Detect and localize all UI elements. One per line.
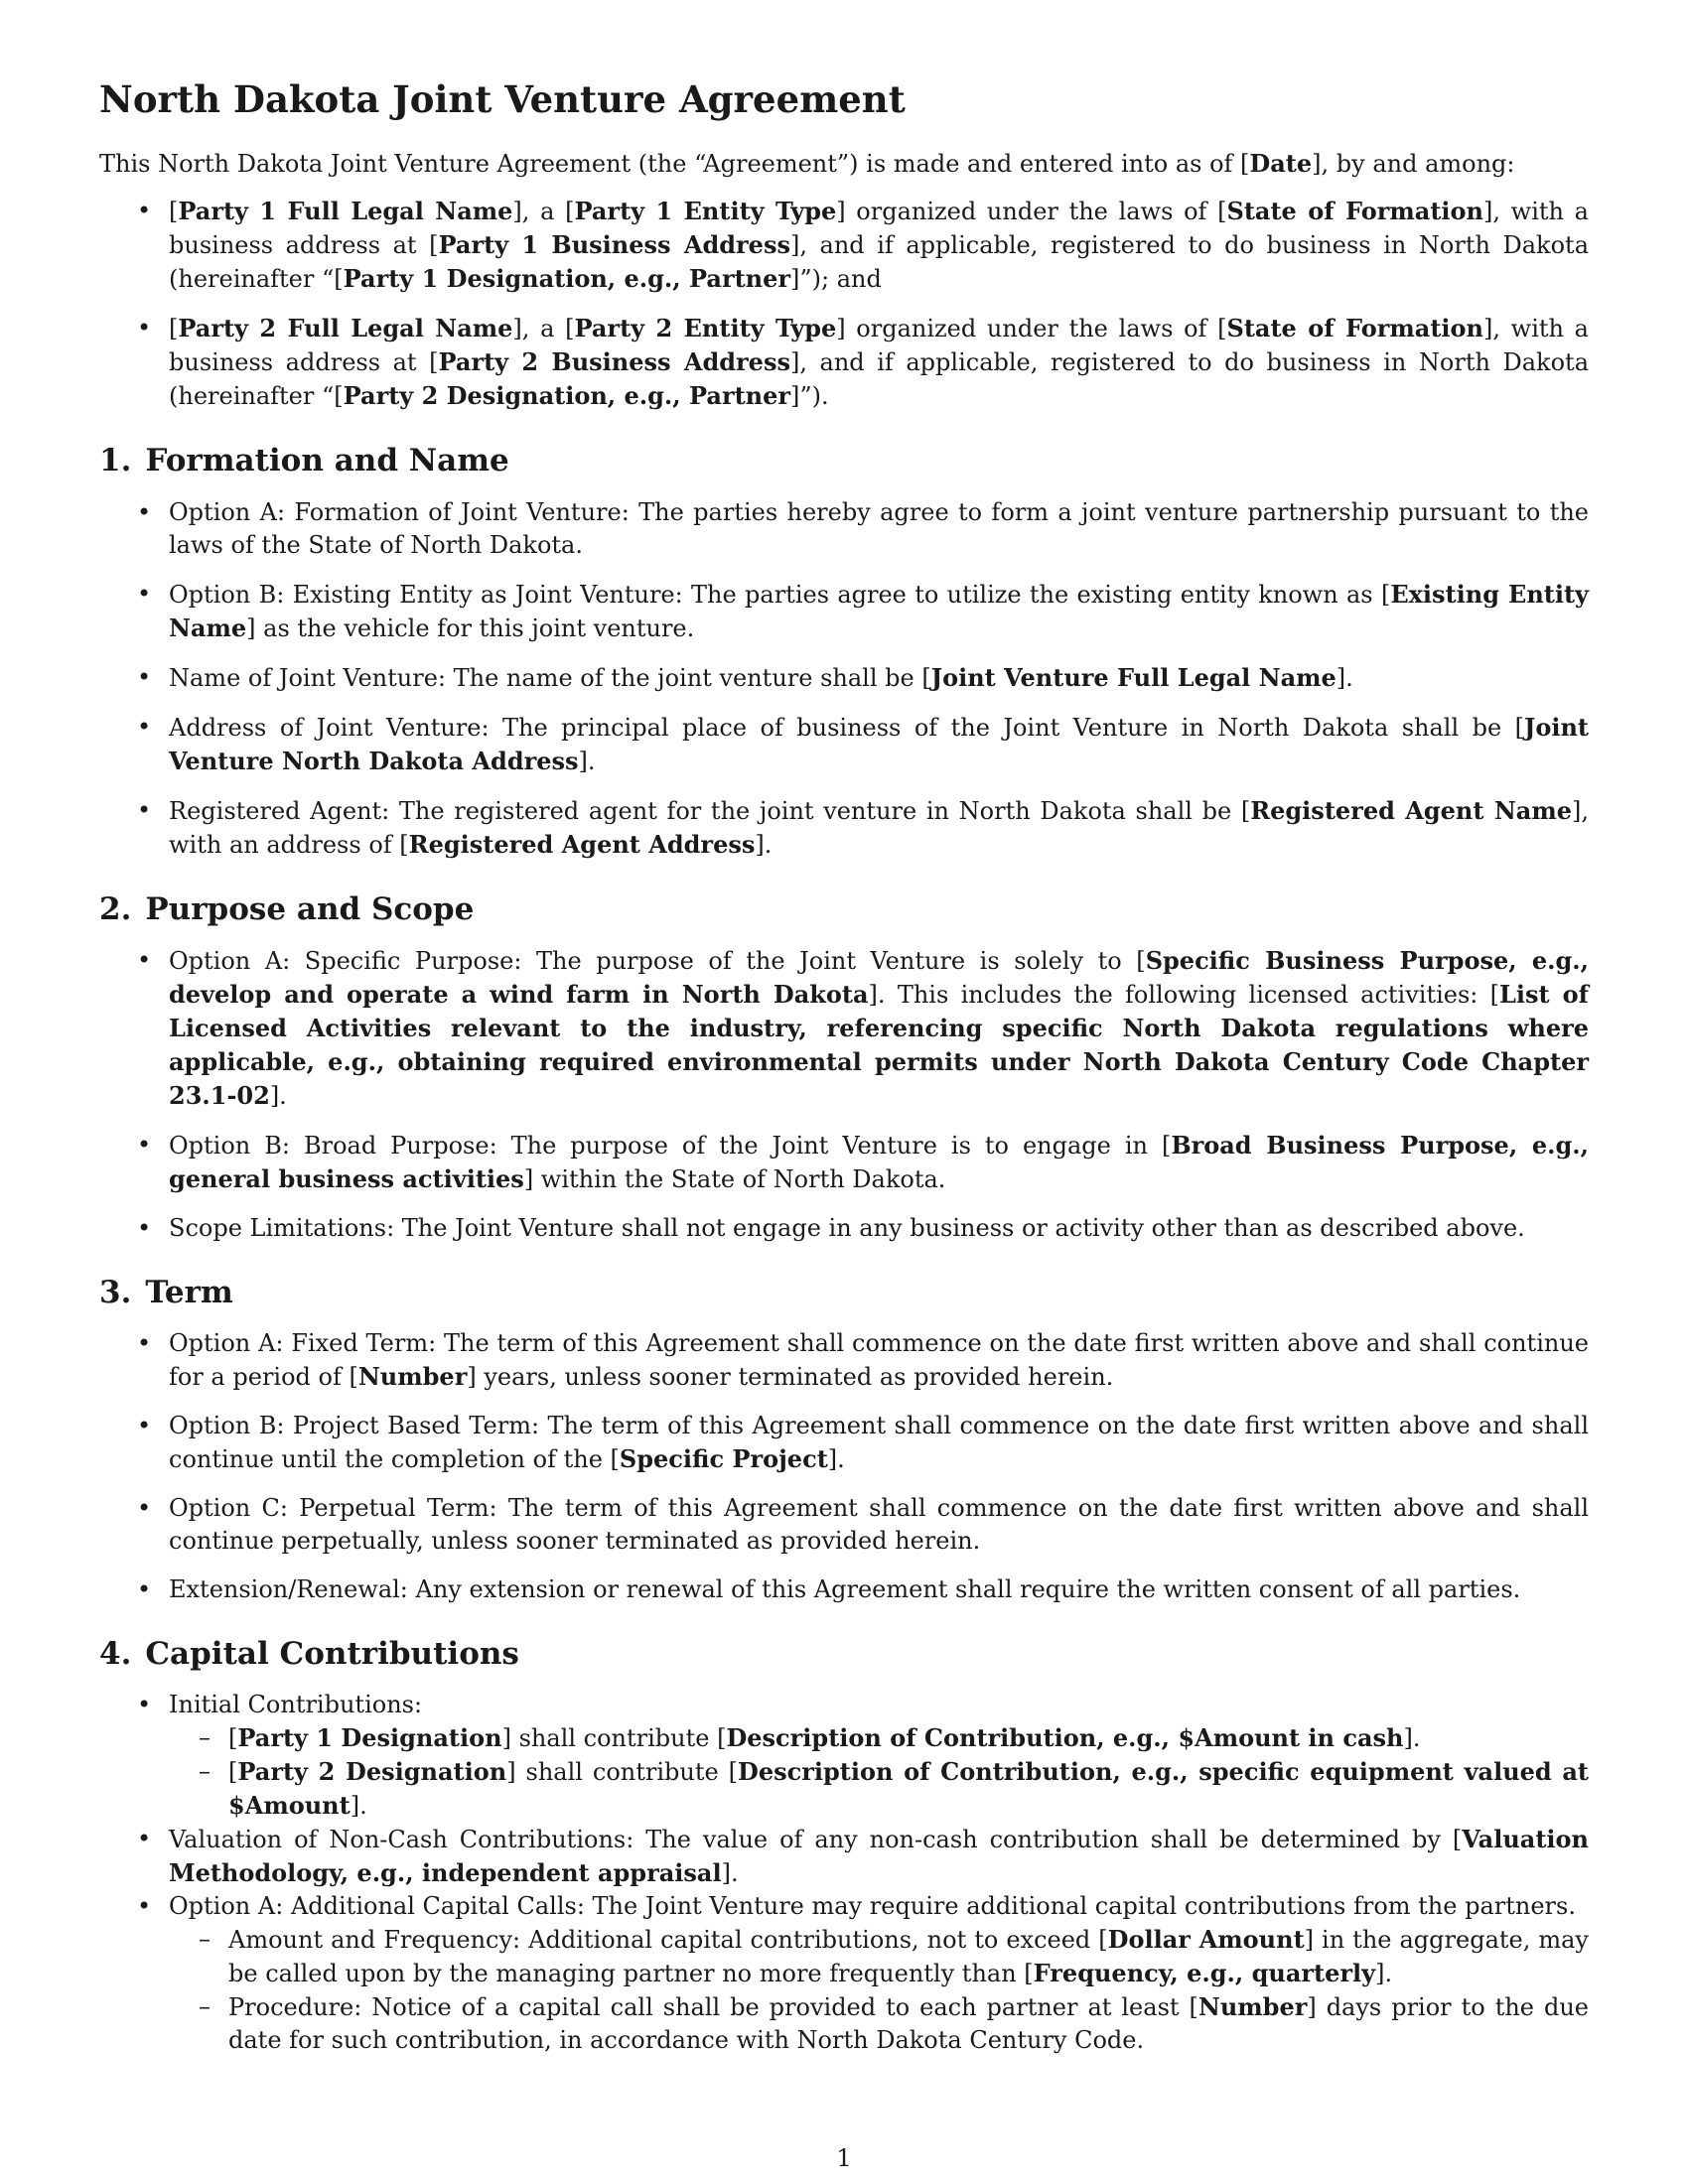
list-item: • Option A: Specific Purpose: The purpose of the Joint Venture is solely to [Specific Business Purpose, e.g., develop and operate a wind farm in North Dakota]. This includes the following licensed activities: [List of Licensed Activities relevant to the industry, referencing specific North Dakota regulations where applicable, e.g., obtaining required environmental permits under North Dakota Century Code Chapter 23.1-02]. [99,944,1589,1113]
formation-list [99,496,1589,862]
placeholder-field: Joint Venture Full Legal Name [930,662,1336,692]
placeholder-field: Description of Contribution, e.g., $Amount in cash [726,1723,1404,1753]
sub-list-item: – [Party 2 Designation] shall contribute [Description of Contribution, e.g., specific equipment valued at $Amount]. [169,1755,1589,1823]
placeholder-field: Party 2 Designation [237,1757,507,1787]
intro-paragraph [99,147,1589,181]
sub-list-item: – [Party 1 Designation] shall contribute [Description of Contribution, e.g., $Amount in cash]. [169,1721,1589,1755]
party-1-name-placeholder: Party 1 Full Legal Name [178,197,513,226]
section-heading-purpose: 2. Purpose and Scope [99,890,475,927]
placeholder-field: Number [1197,1992,1308,2022]
placeholder-field: Number [357,1361,468,1391]
list-item: • Option C: Perpetual Term: The term of this Agreement shall commence on the date first written above and shall continue perpetually, unless sooner terminated as provided herein. [99,1492,1589,1558]
party-2-designation-placeholder: Party 2 Designation, e.g., Partner [343,381,791,411]
list-item: • Option B: Broad Purpose: The purpose of the Joint Venture is to engage in [Broad Business Purpose, e.g., general business activities] within the State of North Dakota. [99,1129,1589,1196]
placeholder-field: Specific Project [619,1443,828,1473]
placeholder-field: Dollar Amount [1107,1925,1305,1955]
list-item: • Extension/Renewal: Any extension or renewal of this Agreement shall require the written consent of all parties. [99,1573,1589,1606]
placeholder-field: Frequency, e.g., quarterly [1033,1959,1376,1988]
term-list [99,1327,1589,1606]
party-1-state-placeholder: State of Formation [1226,197,1483,226]
party-2-address-placeholder: Party 2 Business Address [438,347,790,377]
placeholder-field: Valuation Methodology, e.g., independent appraisal [169,1825,1589,1888]
sub-list-item: – Procedure: Notice of a capital call shall be provided to each partner at least [Number] days prior to the due date for such contribution, in accordance with North Dakota Century Code. [169,1990,1589,2057]
date-placeholder: Date [1249,149,1313,179]
party-2-name-placeholder: Party 2 Full Legal Name [178,314,513,343]
placeholder-field: Broad Business Purpose, e.g., general business activities [169,1130,1590,1193]
placeholder-field: Existing Entity Name [169,579,1589,642]
party-1-designation-placeholder: Party 1 Designation, e.g., Partner [343,264,791,294]
section-heading-capital: 4. Capital Contributions [99,1635,519,1672]
list-item: • Option A: Fixed Term: The term of this Agreement shall commence on the date first written above and shall continue for a period of [Number] years, unless sooner terminated as provided herein. [99,1327,1589,1394]
list-item: • Scope Limitations: The Joint Venture shall not engage in any business or activity other than as described above. [99,1212,1589,1245]
placeholder-field: Registered Agent Address [408,829,756,859]
party-1-item: • [Party 1 Full Legal Name], a [Party 1 Entity Type] organized under the laws of [State of Formation], with a business address at [Party 1 Business Address], and if applicable, registered to do business in North Dakota (hereinafter “[Party 1 Designation, e.g., Partner]”); and [99,195,1589,296]
list-item: • Option B: Existing Entity as Joint Venture: The parties agree to utilize the existing entity known as [Existing Entity Name] as the vehicle for this joint venture. [99,578,1589,645]
parties-list [99,195,1589,413]
sub-list [169,1721,1589,1823]
list-item: • Option A: Formation of Joint Venture: The parties hereby agree to form a joint venture partnership pursuant to the laws of the State of North Dakota. [99,496,1589,562]
intro-text: ], by and among: [1312,150,1515,179]
party-2-item: • [Party 2 Full Legal Name], a [Party 2 Entity Type] organized under the laws of [State of Formation], with a business address at [Party 2 Business Address], and if applicable, registered to do business in North Dakota (hereinafter “[Party 2 Designation, e.g., Partner]”). [99,312,1589,413]
list-item: • Option B: Project Based Term: The term of this Agreement shall commence on the date first written above and shall continue until the completion of the [Specific Project]. [99,1410,1589,1476]
page-number: 1 [836,2144,852,2172]
party-1-entity-type-placeholder: Party 1 Entity Type [574,197,837,226]
placeholder-field: Joint Venture North Dakota Address [169,712,1589,775]
section-heading-term: 3. Term [99,1274,233,1310]
party-2-entity-type-placeholder: Party 2 Entity Type [574,314,837,343]
list-item: • Option A: Additional Capital Calls: The Joint Venture may require additional capital contributions from the partners. – Amount and Frequency: Additional capital contributions, not to exceed [Dollar Amount] in the aggregate, may be called upon by the managing partner no more frequently than [Frequency, e.g., quarterly]. – Procedure: Notice of a capital call shall be provided to each partner at least [Number] days prior to the due date for such contribution, in accordance with North Dakota Century Code. [99,1890,1589,2057]
sub-list-item: – Amount and Frequency: Additional capital contributions, not to exceed [Dollar Amount] in the aggregate, may be called upon by the managing partner no more frequently than [Frequency, e.g., quarterly]. [169,1923,1589,1990]
placeholder-field: Specific Business Purpose, e.g., develop and operate a wind farm in North Dakota [169,945,1590,1009]
list-item: • Registered Agent: The registered agent for the joint venture in North Dakota shall be [Registered Agent Name], with an address of [Registered Agent Address]. [99,794,1589,862]
placeholder-field: Description of Contribution, e.g., specific equipment valued at $Amount [228,1757,1590,1821]
sub-list [169,1923,1589,2057]
list-item: • Initial Contributions: – [Party 1 Designation] shall contribute [Description of Contribution, e.g., $Amount in cash]. – [Party 2 Designation] shall contribute [Description of Contribution, e.g., specific equipment valued at $Amount]. [99,1689,1589,1823]
party-2-state-placeholder: State of Formation [1226,314,1483,343]
purpose-list [99,944,1589,1245]
list-item: • Name of Joint Venture: The name of the joint venture shall be [Joint Venture Full Legal Name]. [99,661,1589,695]
placeholder-field: Party 1 Designation [237,1723,502,1753]
list-item: • Address of Joint Venture: The principal place of business of the Joint Venture in North Dakota shall be [Joint Venture North Dakota Address]. [99,711,1589,778]
placeholder-field: Registered Agent Name [1250,795,1572,825]
placeholder-field: List of Licensed Activities relevant to the industry, referencing specific North Dakota regulations where applicable, e.g., obtaining required environmental permits under North Dakota Century Code Chapter 23.1-02 [169,979,1589,1110]
document-title: North Dakota Joint Venture Agreement [99,77,906,121]
document-page [99,77,1589,2057]
party-1-address-placeholder: Party 1 Business Address [438,230,790,260]
section-heading-formation: 1. Formation and Name [99,443,509,479]
list-item: • Valuation of Non-Cash Contributions: The value of any non-cash contribution shall be determined by [Valuation Methodology, e.g., independent appraisal]. [99,1823,1589,1890]
capital-list [99,1689,1589,2057]
intro-text: This North Dakota Joint Venture Agreement (the “Agreement”) is made and entered into as of [ [99,150,1250,179]
